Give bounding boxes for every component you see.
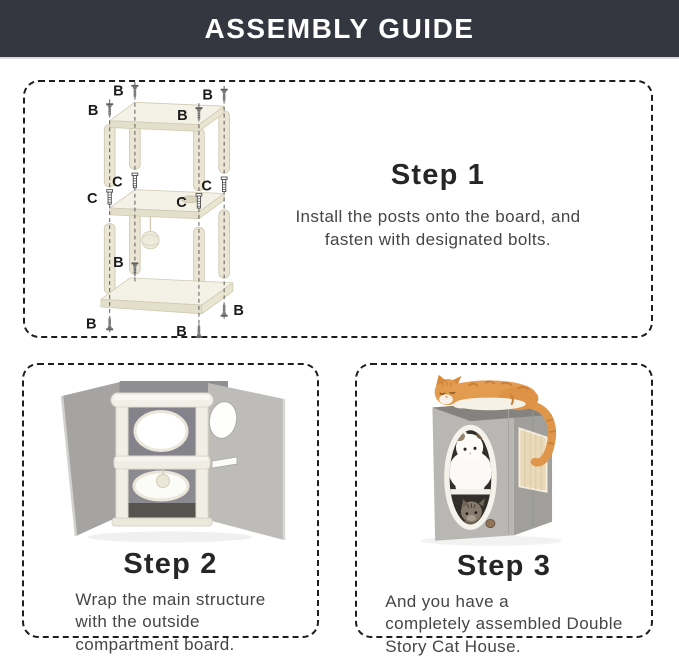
bolt-label-c: C xyxy=(176,195,187,212)
step2-description-line: Wrap the main structure xyxy=(75,590,266,609)
bolt-label-b: B xyxy=(113,83,124,100)
step3-artwork xyxy=(395,374,613,548)
bolt-label-c: C xyxy=(201,178,212,195)
page-title: ASSEMBLY GUIDE xyxy=(204,12,475,44)
step2-artwork xyxy=(50,374,292,546)
bolt-label-b: B xyxy=(177,107,188,124)
step2-description-line: with the outside xyxy=(75,612,200,632)
header-bar xyxy=(0,0,679,59)
step3-cat-house-illustration-icon xyxy=(395,374,613,548)
tree-boards xyxy=(101,102,233,313)
bolt-label-b: B xyxy=(87,102,99,119)
step1-description xyxy=(253,206,623,251)
step1-artwork xyxy=(75,80,253,340)
hanging-ball-toy xyxy=(142,217,159,249)
main-structure xyxy=(111,393,213,526)
bolt-label-c: C xyxy=(112,174,123,191)
bolt-label-b: B xyxy=(113,255,124,272)
step2-description xyxy=(75,589,265,656)
step3-description xyxy=(385,591,623,658)
step2-description-line: compartment board. xyxy=(75,634,235,654)
step1-title: Step 1 xyxy=(390,159,486,192)
step2-card xyxy=(22,363,319,654)
step1-exploded-diagram-icon xyxy=(75,80,253,340)
step2-title: Step 2 xyxy=(123,548,218,580)
step3-description-line: completely assembled Double xyxy=(385,614,623,634)
step1-description-line: fasten with designated bolts. xyxy=(324,229,552,249)
bolt-label-b: B xyxy=(85,316,97,333)
step1-text-block xyxy=(253,159,651,251)
bolt-label-b: B xyxy=(202,87,213,104)
bolt-label-b: B xyxy=(233,302,244,319)
step1-description-line: Install the posts onto the board, and xyxy=(295,207,581,227)
step2-wrap-illustration-icon xyxy=(50,374,292,546)
right-compartment-flap xyxy=(206,383,284,540)
bolt-label-b: B xyxy=(176,324,187,340)
step3-description-line: Story Cat House. xyxy=(385,636,522,656)
brand-tag xyxy=(486,519,495,527)
step3-card xyxy=(355,363,653,656)
step3-description-line: And you have a xyxy=(385,592,509,611)
bolt-label-c: C xyxy=(86,191,98,208)
step1-card xyxy=(23,80,653,338)
step3-title: Step 3 xyxy=(456,550,552,582)
left-compartment-flap xyxy=(62,382,120,536)
